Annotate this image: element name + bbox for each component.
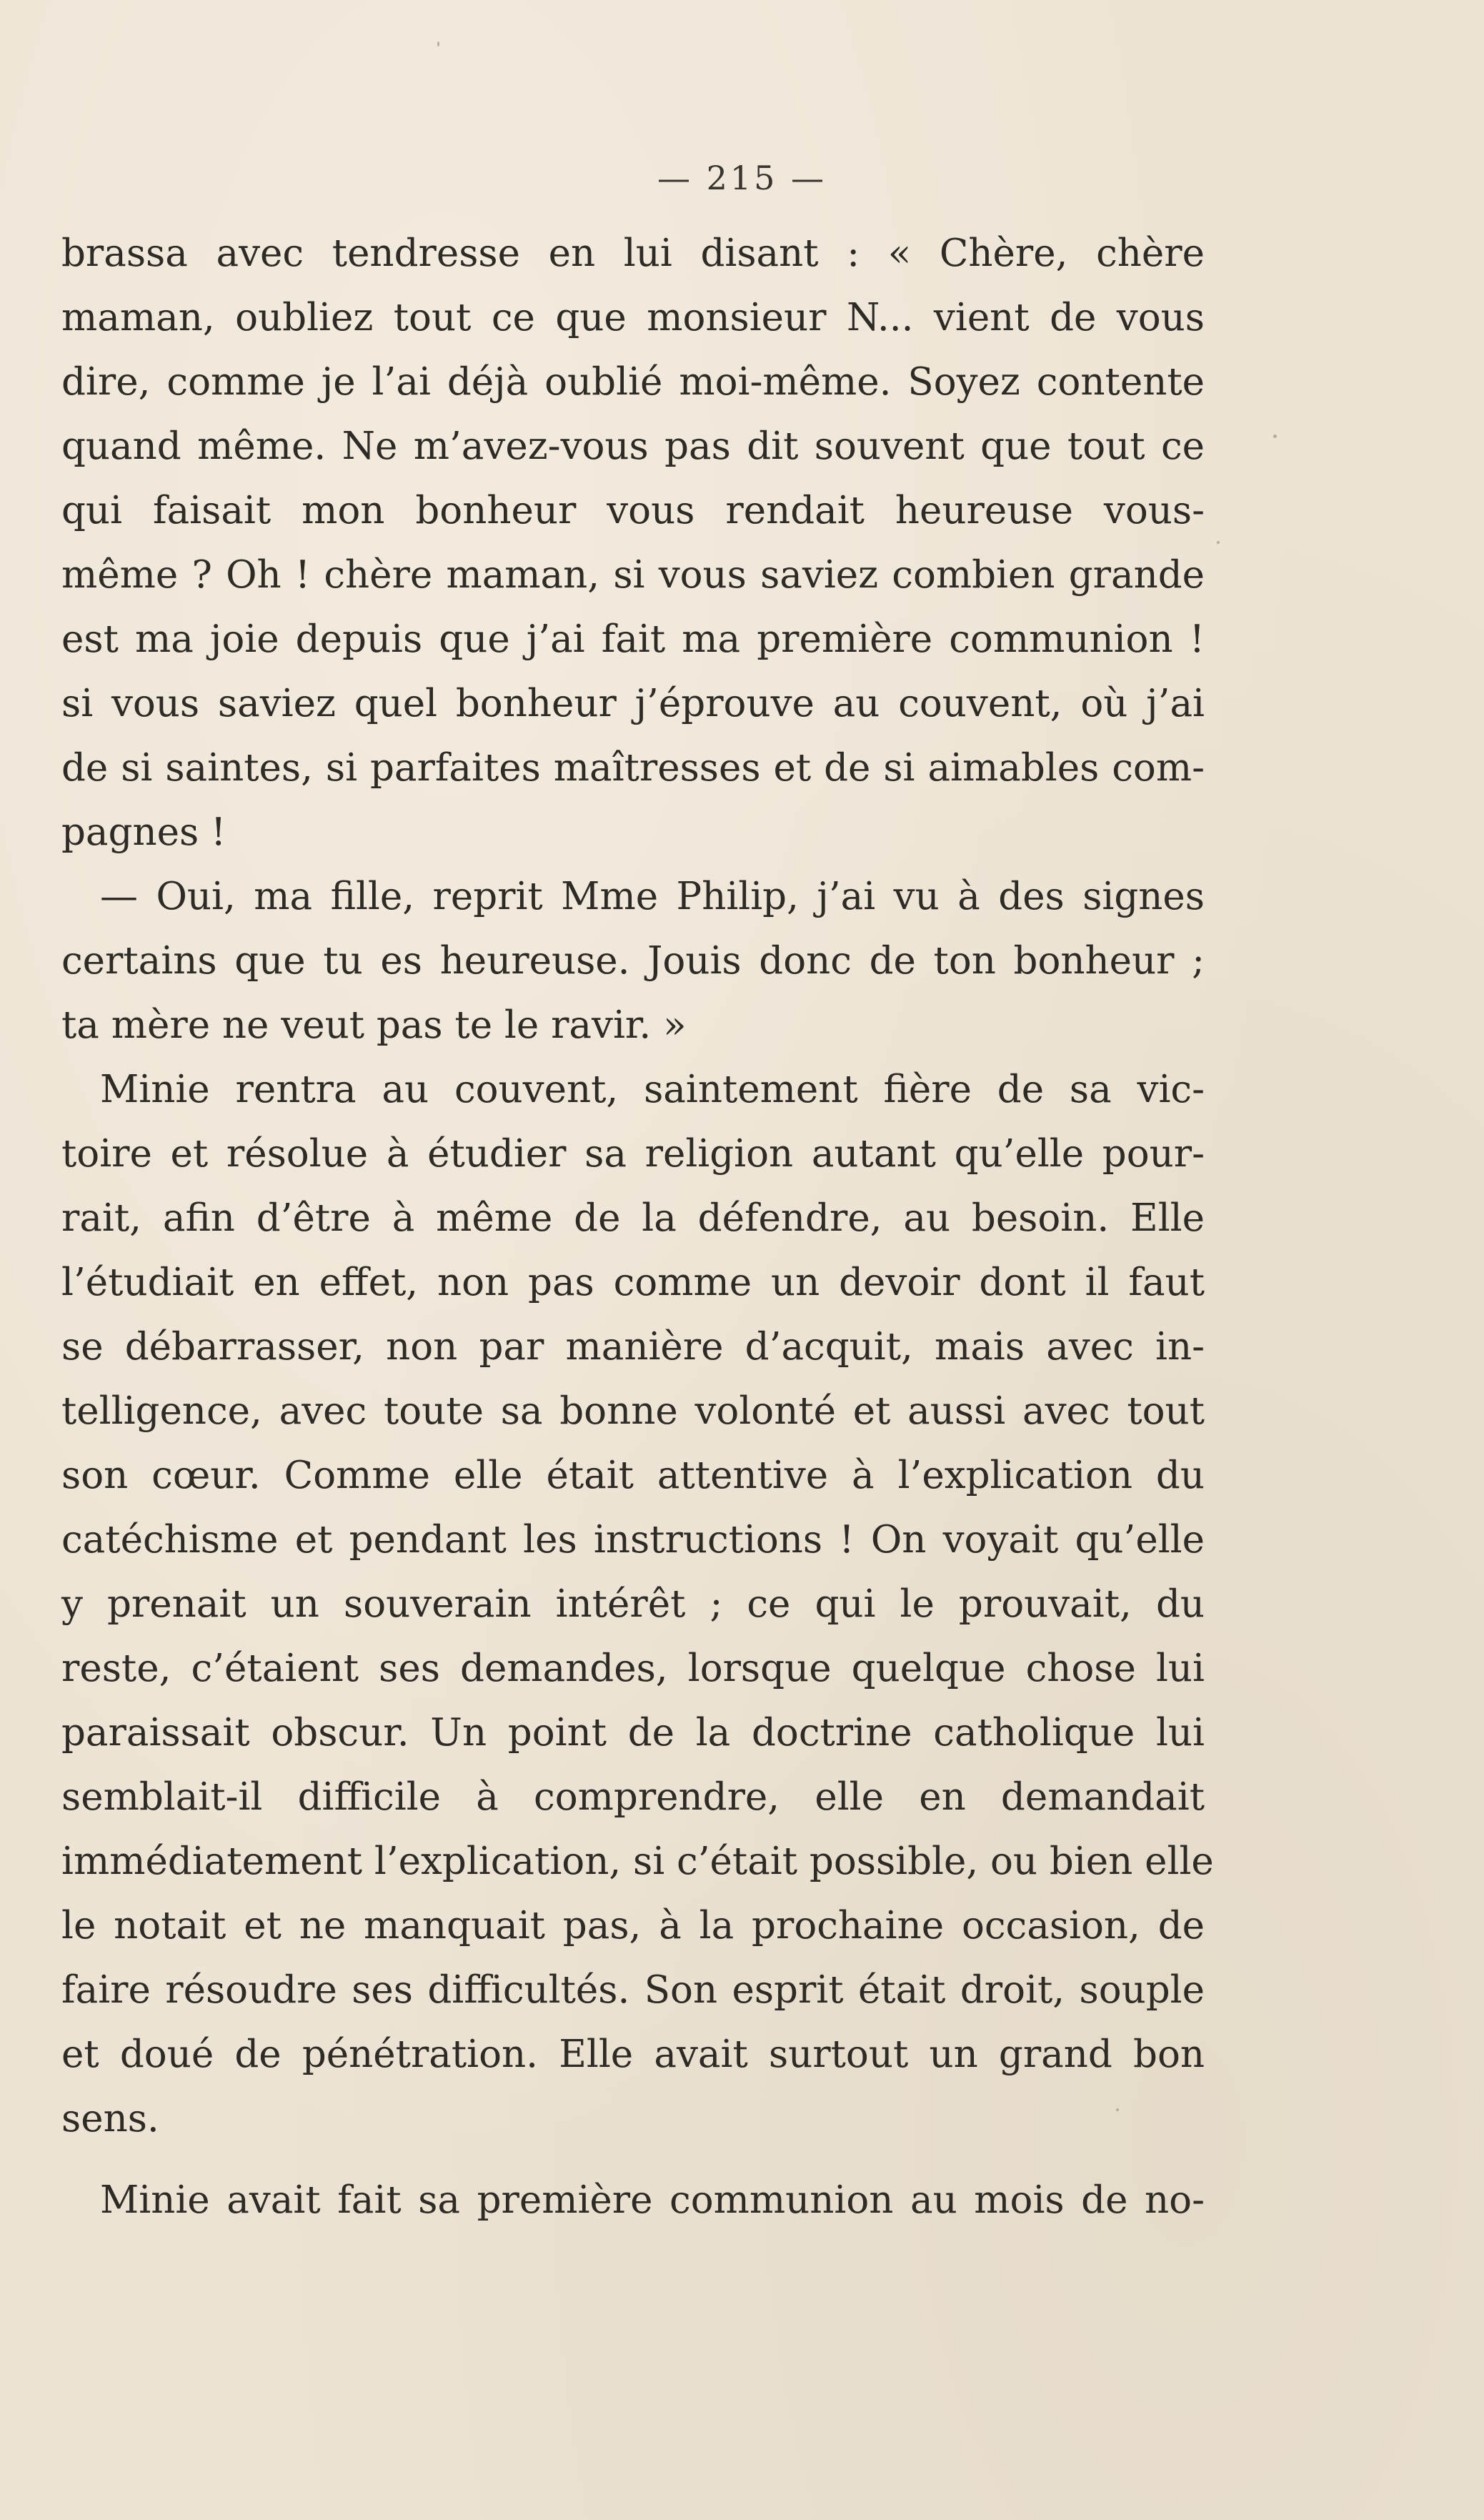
text-line: maman, oubliez tout ce que monsieur N... vient de vous [61, 296, 1205, 339]
text-line: son cœur. Comme elle était attentive à l’explication du [61, 1454, 1205, 1497]
text-line: est ma joie depuis que j’ai fait ma première communion ! [61, 617, 1205, 661]
text-line: de si saintes, si parfaites maîtresses et de si aimables com- [61, 746, 1205, 790]
text-line: — Oui, ma fille, reprit Mme Philip, j’ai vu à des signes [100, 875, 1205, 918]
text-line: reste, c’étaient ses demandes, lorsque quelque chose lui [61, 1647, 1205, 1690]
text-line: pagnes ! [61, 810, 226, 854]
text-line: l’étudiait en effet, non pas comme un devoir dont il faut [61, 1261, 1205, 1304]
text-line: si vous saviez quel bonheur j’éprouve au couvent, où j’ai [61, 682, 1205, 725]
text-line: sens. [61, 2097, 159, 2140]
text-line: qui faisait mon bonheur vous rendait heureuse vous- [61, 489, 1205, 532]
text-line: ta mère ne veut pas te le ravir. » [61, 1003, 687, 1047]
text-line: même ? Oh ! chère maman, si vous saviez combien grande [61, 553, 1205, 597]
text-line: telligence, avec toute sa bonne volonté et aussi avec tout [61, 1389, 1205, 1433]
text-line: Minie rentra au couvent, saintement fière de sa vic- [100, 1068, 1205, 1111]
body-text [61, 222, 1214, 2233]
text-line: paraissait obscur. Un point de la doctrine catholique lui [61, 1711, 1205, 1755]
text-line: faire résoudre ses difficultés. Son esprit était droit, souple [61, 1968, 1205, 2012]
text-line: se débarrasser, non par manière d’acquit, mais avec in- [61, 1325, 1205, 1369]
text-line: Minie avait fait sa première communion au mois de no- [100, 2178, 1205, 2222]
text-line: semblait-il difficile à comprendre, elle en demandait [61, 1775, 1205, 1819]
text-line: dire, comme je l’ai déjà oublié moi-même. Soyez contente [61, 360, 1205, 404]
paper-speck [1116, 2108, 1119, 2111]
paper-speck [437, 41, 439, 46]
text-line: rait, afin d’être à même de la défendre, au besoin. Elle [61, 1196, 1205, 1240]
text-line: certains que tu es heureuse. Jouis donc de ton bonheur ; [61, 939, 1205, 983]
text-line: brassa avec tendresse en lui disant : « Chère, chère [61, 232, 1205, 275]
text-line: le notait et ne manquait pas, à la prochaine occasion, de [61, 1904, 1205, 1948]
text-line: quand même. Ne m’avez-vous pas dit souvent que tout ce [61, 425, 1205, 468]
text-line: immédiatement l’explication, si c’était possible, ou bien elle [61, 1840, 1214, 1883]
paper-speck [1273, 435, 1277, 438]
text-line: catéchisme et pendant les instructions ! On voyait qu’elle [61, 1518, 1205, 1562]
text-line: toire et résolue à étudier sa religion autant qu’elle pour- [61, 1132, 1205, 1176]
text-line: y prenait un souverain intérêt ; ce qui le prouvait, du [61, 1582, 1205, 1626]
paper-speck [1217, 541, 1220, 544]
page-number: — 215 — [657, 159, 827, 197]
text-line: et doué de pénétration. Elle avait surtout un grand bon [61, 2033, 1205, 2076]
